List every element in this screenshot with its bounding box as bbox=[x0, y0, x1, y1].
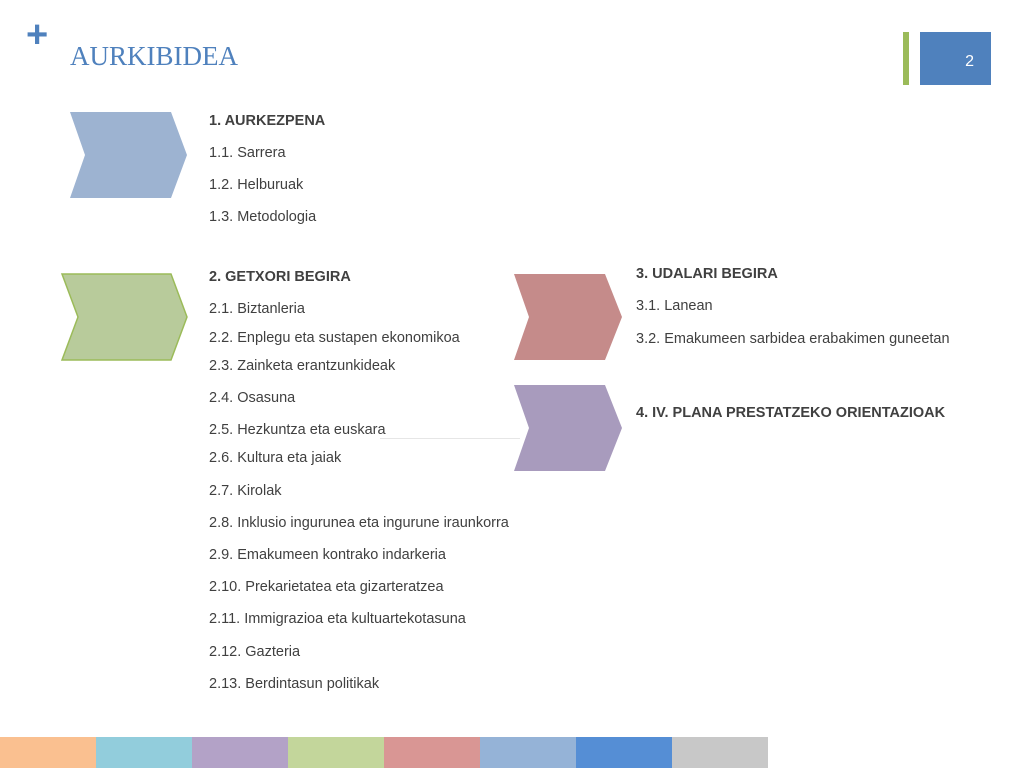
page-number-box bbox=[920, 32, 991, 85]
section-2-item: 2.11. Immigrazioa eta kultuartekotasuna bbox=[209, 611, 466, 627]
footer-color-block bbox=[480, 737, 576, 768]
slide-title: AURKIBIDEA bbox=[70, 41, 238, 71]
section-3-heading: 3. UDALARI BEGIRA bbox=[636, 266, 778, 282]
footer-color-block bbox=[96, 737, 192, 768]
section-2-item: 2.4. Osasuna bbox=[209, 390, 296, 406]
footer-color-block bbox=[288, 737, 384, 768]
chevron-section-1-icon bbox=[68, 110, 190, 200]
footer-color-strip bbox=[0, 737, 768, 768]
section-3-item: 3.1. Lanean bbox=[636, 298, 713, 314]
section-3-item: 3.2. Emakumeen sarbidea erabakimen guneetan bbox=[636, 331, 950, 347]
section-1-heading: 1. AURKEZPENA bbox=[209, 113, 326, 129]
section-2-item: 2.6. Kultura eta jaiak bbox=[209, 450, 342, 466]
chevron-section-4-icon bbox=[512, 383, 625, 473]
section-1-item: 1.1. Sarrera bbox=[209, 145, 286, 161]
footer-color-block bbox=[0, 737, 96, 768]
section-2-item: 2.7. Kirolak bbox=[209, 483, 282, 499]
footer-color-block bbox=[384, 737, 480, 768]
section-2-item: 2.2. Enplegu eta sustapen ekonomikoa bbox=[209, 330, 460, 346]
chevron-section-3-icon bbox=[512, 272, 625, 362]
section-2-item: 2.5. Hezkuntza eta euskara bbox=[209, 422, 386, 438]
section-2-heading: 2. GETXORI BEGIRA bbox=[209, 269, 351, 285]
accent-bar bbox=[903, 32, 909, 85]
connector-line bbox=[380, 438, 520, 439]
section-4-heading: 4. IV. PLANA PRESTATZEKO ORIENTAZIOAK bbox=[636, 405, 946, 421]
section-2-item: 2.12. Gazteria bbox=[209, 644, 301, 660]
section-2-item: 2.9. Emakumeen kontrako indarkeria bbox=[209, 547, 446, 563]
section-2-item: 2.8. Inklusio ingurunea eta ingurune iraunkorra bbox=[209, 515, 509, 531]
chevron-section-2-icon bbox=[60, 272, 190, 362]
section-2-item: 2.1. Biztanleria bbox=[209, 301, 305, 317]
footer-color-block bbox=[672, 737, 768, 768]
section-2-item: 2.3. Zainketa erantzunkideak bbox=[209, 358, 396, 374]
section-1-item: 1.3. Metodologia bbox=[209, 209, 317, 225]
footer-color-block bbox=[576, 737, 672, 768]
plus-icon: + bbox=[26, 14, 49, 56]
section-1-item: 1.2. Helburuak bbox=[209, 177, 304, 193]
section-2-item: 2.13. Berdintasun politikak bbox=[209, 676, 380, 692]
section-2-item: 2.10. Prekarietatea eta gizarteratzea bbox=[209, 579, 444, 595]
footer-color-block bbox=[192, 737, 288, 768]
page-number: 2 bbox=[965, 53, 974, 70]
